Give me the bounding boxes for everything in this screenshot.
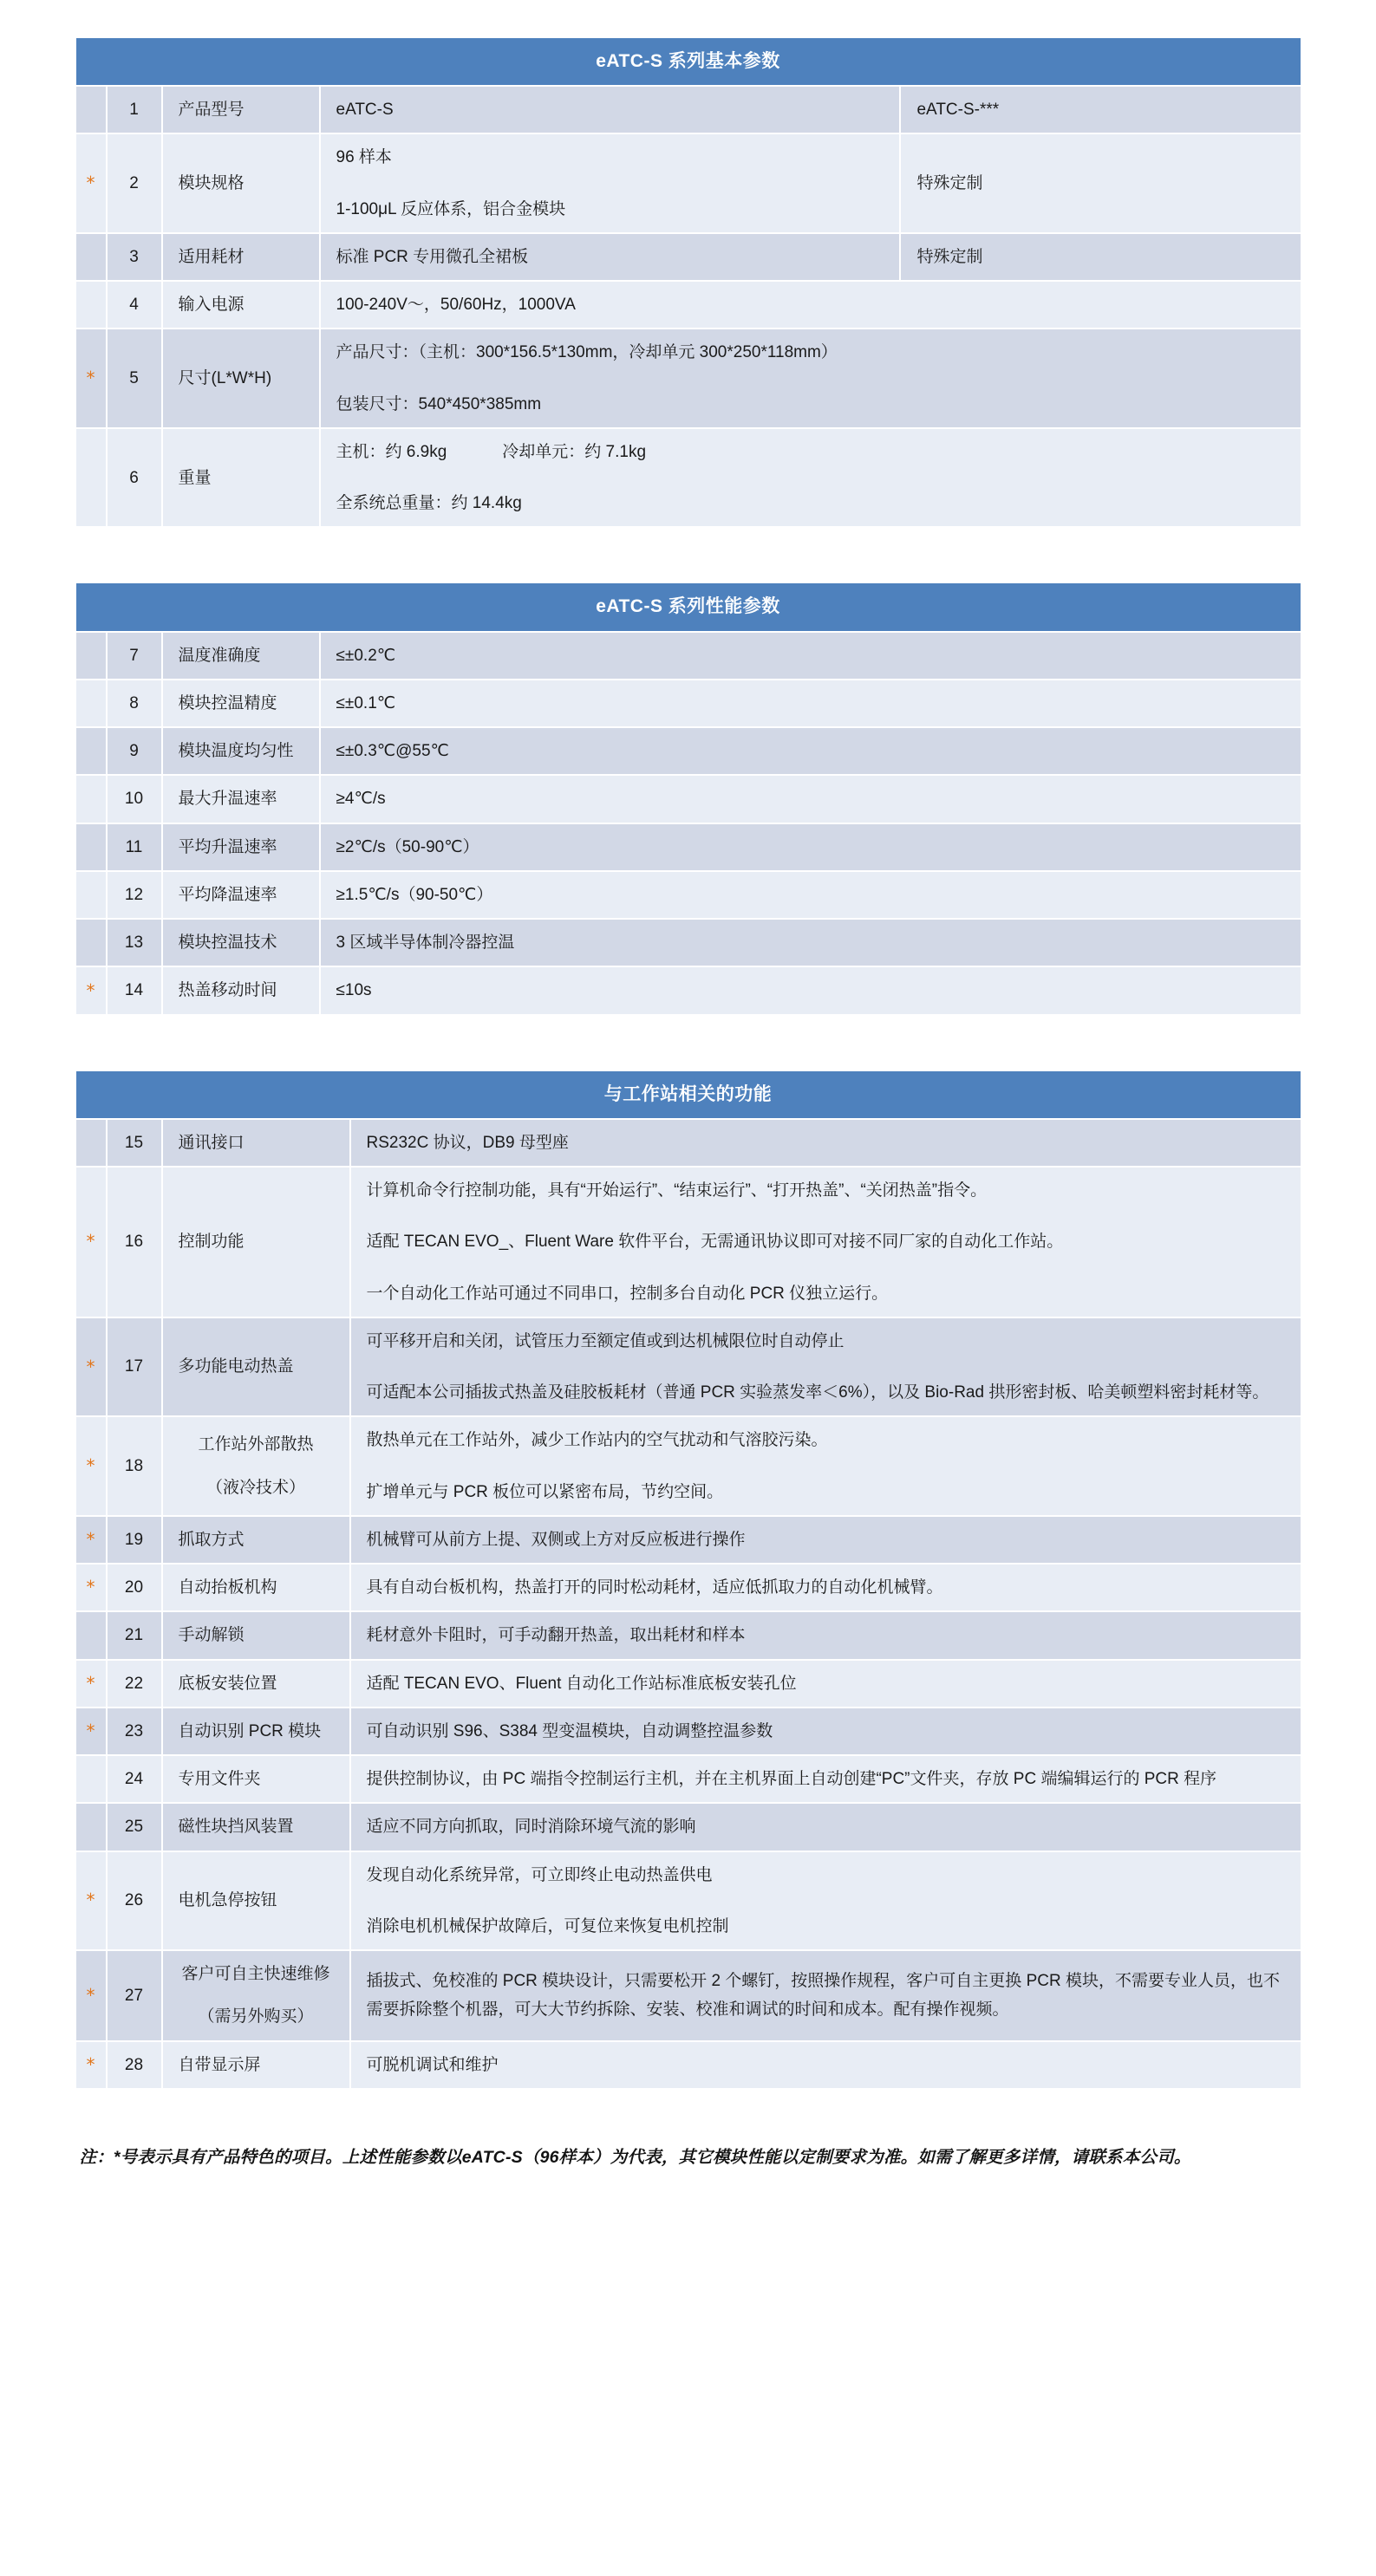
row-value: ≥4℃/s xyxy=(321,776,1301,822)
star-marker: * xyxy=(76,1852,106,1950)
row-value-secondary: 特殊定制 xyxy=(901,134,1300,232)
table-row xyxy=(76,872,1301,918)
table-row xyxy=(76,967,1301,1013)
value-line: 96 样本 xyxy=(336,148,392,167)
table-row xyxy=(76,1804,1301,1850)
row-item-label: 多功能电动热盖 xyxy=(163,1318,349,1416)
value-line: 发现自动化系统异常，可立即终止电动热盖供电 xyxy=(366,1865,713,1884)
row-number: 9 xyxy=(108,728,161,774)
row-item-label xyxy=(163,1951,349,2040)
value-line: 产品尺寸：（主机：300*156.5*130mm，冷却单元 300*250*118mm） xyxy=(336,343,838,362)
row-value: ≤±0.1℃ xyxy=(321,680,1301,726)
bottom-spacer xyxy=(0,2176,1376,2228)
row-number: 23 xyxy=(108,1708,161,1754)
row-number: 19 xyxy=(108,1517,161,1563)
row-number: 8 xyxy=(108,680,161,726)
row-item-label: 平均降温速率 xyxy=(163,872,319,918)
row-number: 18 xyxy=(108,1417,161,1515)
star-marker: * xyxy=(76,1708,106,1754)
row-value-primary: eATC-S xyxy=(321,87,900,133)
star-marker: * xyxy=(76,1168,106,1317)
row-value-primary: 100-240V～，50/60Hz，1000VA xyxy=(321,282,1301,328)
row-item-label: 模块温度均匀性 xyxy=(163,728,319,774)
table-row xyxy=(76,1564,1301,1610)
value-line xyxy=(336,438,1288,466)
section-spacer-1 xyxy=(0,528,1376,582)
star-marker: * xyxy=(76,1951,106,2040)
row-value: ≤10s xyxy=(321,967,1301,1013)
table-row xyxy=(76,776,1301,822)
star-marker: * xyxy=(76,1417,106,1515)
row-value: 可脱机调试和维护 xyxy=(351,2042,1301,2088)
star-marker xyxy=(76,776,106,822)
row-item-label: 产品型号 xyxy=(163,87,319,133)
row-item-label: 热盖移动时间 xyxy=(163,967,319,1013)
row-value-primary xyxy=(321,134,900,232)
row-value: 3 区域半导体制冷器控温 xyxy=(321,920,1301,966)
table-row xyxy=(76,824,1301,870)
star-marker xyxy=(76,680,106,726)
row-number: 24 xyxy=(108,1756,161,1802)
row-number: 3 xyxy=(108,234,161,280)
value-line-extra: 冷却单元：约 7.1kg xyxy=(502,442,647,461)
star-marker xyxy=(76,633,106,679)
table-row xyxy=(76,329,1301,427)
row-item-label: 电机急停按钮 xyxy=(163,1852,349,1950)
row-number: 5 xyxy=(108,329,161,427)
star-marker xyxy=(76,1612,106,1658)
table-row xyxy=(76,1612,1301,1658)
row-value: 可自动识别 S96、S384 型变温模块，自动调整控温参数 xyxy=(351,1708,1301,1754)
row-value: 具有自动台板机构，热盖打开的同时松动耗材，适应低抓取力的自动化机械臂。 xyxy=(351,1564,1301,1610)
row-value: ≤±0.2℃ xyxy=(321,633,1301,679)
table-row xyxy=(76,1517,1301,1563)
table-row xyxy=(76,728,1301,774)
row-item-label: 模块控温精度 xyxy=(163,680,319,726)
row-value-primary xyxy=(321,329,1301,427)
table-row xyxy=(76,920,1301,966)
row-value-primary: 标准 PCR 专用微孔全裙板 xyxy=(321,234,900,280)
table-row xyxy=(76,1120,1301,1166)
row-item-label: 输入电源 xyxy=(163,282,319,328)
table-row xyxy=(76,1756,1301,1802)
row-value-secondary: 特殊定制 xyxy=(901,234,1300,280)
row-number: 22 xyxy=(108,1661,161,1707)
section-spacer-2 xyxy=(0,1016,1376,1070)
row-number: 10 xyxy=(108,776,161,822)
star-marker xyxy=(76,429,106,527)
row-value xyxy=(351,1168,1301,1317)
row-item-label: 手动解锁 xyxy=(163,1612,349,1658)
row-number: 26 xyxy=(108,1852,161,1950)
row-number: 7 xyxy=(108,633,161,679)
star-marker xyxy=(76,234,106,280)
row-number: 12 xyxy=(108,872,161,918)
table-row xyxy=(76,1852,1301,1950)
row-number: 1 xyxy=(108,87,161,133)
basic-parameters-table xyxy=(75,36,1302,528)
star-marker xyxy=(76,824,106,870)
row-value: 适配 TECAN EVO、Fluent 自动化工作站标准底板安装孔位 xyxy=(351,1661,1301,1707)
row-value: ≥1.5℃/s（90-50℃） xyxy=(321,872,1301,918)
row-item-label: 自动抬板机构 xyxy=(163,1564,349,1610)
value-line: 消除电机机械保护故障后，可复位来恢复电机控制 xyxy=(366,1916,729,1935)
star-marker: * xyxy=(76,1517,106,1563)
row-value xyxy=(351,1417,1301,1515)
row-number: 20 xyxy=(108,1564,161,1610)
row-item-label: 通讯接口 xyxy=(163,1120,349,1166)
star-marker: * xyxy=(76,1661,106,1707)
value-line: 全系统总重量：约 14.4kg xyxy=(336,494,522,513)
row-number: 27 xyxy=(108,1951,161,2040)
row-number: 17 xyxy=(108,1318,161,1416)
star-marker: * xyxy=(76,1564,106,1610)
star-marker: * xyxy=(76,967,106,1013)
row-value: 耗材意外卡阻时，可手动翻开热盖，取出耗材和样本 xyxy=(351,1612,1301,1658)
table-row xyxy=(76,680,1301,726)
row-number: 28 xyxy=(108,2042,161,2088)
item-line: 客户可自主快速维修 xyxy=(181,1965,330,1984)
row-item-label: 最大升温速率 xyxy=(163,776,319,822)
table-row xyxy=(76,1661,1301,1707)
row-item-label: 抓取方式 xyxy=(163,1517,349,1563)
table-row xyxy=(76,234,1301,280)
star-marker xyxy=(76,1804,106,1850)
row-number: 6 xyxy=(108,429,161,527)
row-number: 16 xyxy=(108,1168,161,1317)
table-row xyxy=(76,633,1301,679)
row-item-label: 模块控温技术 xyxy=(163,920,319,966)
row-value: 机械臂可从前方上提、双侧或上方对反应板进行操作 xyxy=(351,1517,1301,1563)
star-marker xyxy=(76,872,106,918)
workstation-functions-caption: 与工作站相关的功能 xyxy=(76,1071,1301,1118)
row-item-label: 自动识别 PCR 模块 xyxy=(163,1708,349,1754)
item-line: （液冷技术） xyxy=(205,1478,305,1497)
row-number: 2 xyxy=(108,134,161,232)
table-row xyxy=(76,282,1301,328)
row-value-primary xyxy=(321,429,1301,527)
workstation-functions-section xyxy=(75,1070,1302,2090)
star-marker: * xyxy=(76,1318,106,1416)
star-marker: * xyxy=(76,2042,106,2088)
star-marker xyxy=(76,87,106,133)
row-item-label: 重量 xyxy=(163,429,319,527)
row-number: 15 xyxy=(108,1120,161,1166)
row-item-label xyxy=(163,1417,349,1515)
row-number: 14 xyxy=(108,967,161,1013)
row-item-label: 温度准确度 xyxy=(163,633,319,679)
row-number: 21 xyxy=(108,1612,161,1658)
workstation-functions-table xyxy=(75,1070,1302,2090)
row-item-label: 尺寸(L*W*H) xyxy=(163,329,319,427)
row-value: ≥2℃/s（50-90℃） xyxy=(321,824,1301,870)
basic-parameters-caption: eATC-S 系列基本参数 xyxy=(76,38,1301,85)
row-item-label: 自带显示屏 xyxy=(163,2042,349,2088)
value-line: 可平移开启和关闭，试管压力至额定值或到达机械限位时自动停止 xyxy=(366,1331,845,1350)
row-number: 13 xyxy=(108,920,161,966)
table-row xyxy=(76,1417,1301,1515)
document-footnote: 注：*号表示具有产品特色的项目。上述性能参数以eATC-S（96样本）为代表，其它模块性能以定制要求为准。如需了解更多详情，请联系本公司。 xyxy=(79,2147,1191,2167)
row-number: 4 xyxy=(108,282,161,328)
value-line: 散热单元在工作站外，减少工作站内的空气扰动和气溶胶污染。 xyxy=(366,1431,828,1450)
row-item-label: 控制功能 xyxy=(163,1168,349,1317)
table-row xyxy=(76,87,1301,133)
row-item-label: 适用耗材 xyxy=(163,234,319,280)
star-marker xyxy=(76,282,106,328)
row-value xyxy=(351,1318,1301,1416)
value-line: 包装尺寸：540*450*385mm xyxy=(336,394,542,413)
star-marker: * xyxy=(76,329,106,427)
value-line: 计算机命令行控制功能，具有“开始运行”、“结束运行”、“打开热盖”、“关闭热盖”指令。 xyxy=(366,1181,988,1200)
star-marker xyxy=(76,1756,106,1802)
table-row xyxy=(76,429,1301,527)
table-row xyxy=(76,134,1301,232)
performance-parameters-caption: eATC-S 系列性能参数 xyxy=(76,583,1301,630)
row-value: RS232C 协议，DB9 母型座 xyxy=(351,1120,1301,1166)
row-value xyxy=(351,1852,1301,1950)
top-spacer xyxy=(0,0,1376,36)
table-caption-row xyxy=(76,38,1301,85)
row-item-label: 平均升温速率 xyxy=(163,824,319,870)
basic-parameters-section xyxy=(75,36,1302,528)
row-value: 提供控制协议，由 PC 端指令控制运行主机，并在主机界面上自动创建“PC”文件夹，存放 PC 端编辑运行的 PCR 程序 xyxy=(351,1756,1301,1802)
row-value-secondary: eATC-S-*** xyxy=(901,87,1300,133)
row-item-label: 模块规格 xyxy=(163,134,319,232)
row-item-label: 磁性块挡风装置 xyxy=(163,1804,349,1850)
row-item-label: 专用文件夹 xyxy=(163,1756,349,1802)
star-marker xyxy=(76,728,106,774)
performance-parameters-table xyxy=(75,582,1302,1015)
table-caption-row xyxy=(76,1071,1301,1118)
table-row xyxy=(76,1168,1301,1317)
star-marker: * xyxy=(76,134,106,232)
item-line: （需另外购买） xyxy=(198,2007,314,2026)
row-number: 11 xyxy=(108,824,161,870)
table-row xyxy=(76,1708,1301,1754)
row-value: 适应不同方向抓取，同时消除环境气流的影响 xyxy=(351,1804,1301,1850)
row-item-label: 底板安装位置 xyxy=(163,1661,349,1707)
value-line: 可适配本公司插拔式热盖及硅胶板耗材（普通 PCR 实验蒸发率＜6%），以及 Bio-Rad 拱形密封板、哈美顿塑料密封耗材等。 xyxy=(366,1383,1269,1402)
value-line-main: 主机：约 6.9kg xyxy=(336,442,447,461)
table-caption-row xyxy=(76,583,1301,630)
row-value: ≤±0.3℃@55℃ xyxy=(321,728,1301,774)
value-line: 一个自动化工作站可通过不同串口，控制多台自动化 PCR 仪独立运行。 xyxy=(366,1284,889,1303)
table-row xyxy=(76,2042,1301,2088)
performance-parameters-section xyxy=(75,582,1302,1015)
item-line: 工作站外部散热 xyxy=(198,1435,314,1454)
star-marker xyxy=(76,1120,106,1166)
table-row xyxy=(76,1318,1301,1416)
row-number: 25 xyxy=(108,1804,161,1850)
value-line: 1-100μL 反应体系，铝合金模块 xyxy=(336,199,566,218)
star-marker xyxy=(76,920,106,966)
row-value: 插拔式、免校准的 PCR 模块设计，只需要松开 2 个螺钉，按照操作规程，客户可自主更换 PCR 模块，不需要专业人员，也不需要拆除整个机器，可大大节约拆除、安装、校准和调试的时间和成本。配有操作视频。 xyxy=(351,1951,1301,2040)
value-line: 扩增单元与 PCR 板位可以紧密布局，节约空间。 xyxy=(366,1482,724,1501)
value-line: 适配 TECAN EVO_、Fluent Ware 软件平台，无需通讯协议即可对接不同厂家的自动化工作站。 xyxy=(366,1233,1064,1252)
table-row xyxy=(76,1951,1301,2040)
